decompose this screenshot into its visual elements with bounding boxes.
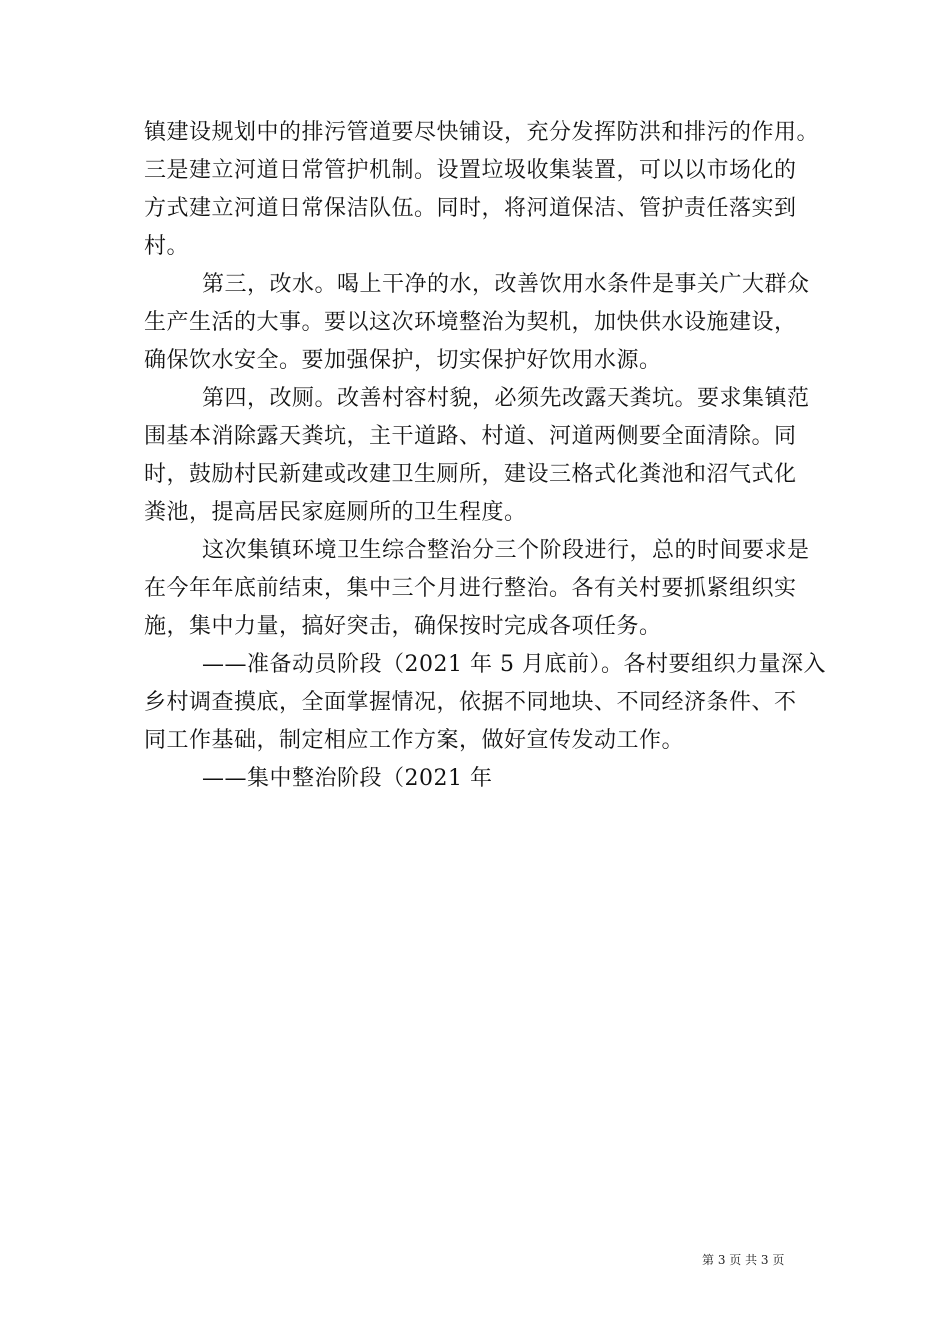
text-line: 在今年年底前结束，集中三个月进行整治。各有关村要抓紧组织实: [144, 576, 797, 601]
text-line: 方式建立河道日常保洁队伍。同时，将河道保洁、管护责任落实到: [144, 196, 797, 221]
text-line: 三是建立河道日常管护机制。设置垃圾收集装置，可以以市场化的: [144, 158, 797, 183]
text-line: 村。: [144, 234, 190, 259]
page-number-footer: 第 3 页 共 3 页: [702, 1253, 785, 1267]
paragraph-first-line: ——集中整治阶段（2021 年: [202, 766, 493, 791]
text-line: 乡村调查摸底，全面掌握情况，依据不同地块、不同经济条件、不: [144, 690, 797, 715]
paragraph-first-line: ——准备动员阶段（2021 年 5 月底前）。各村要组织力量深入: [202, 652, 826, 677]
text-line: 时，鼓励村民新建或改建卫生厕所，建设三格式化粪池和沼气式化: [144, 462, 797, 487]
text-line: 围基本消除露天粪坑，主干道路、村道、河道两侧要全面清除。同: [144, 424, 797, 449]
text-line: 生产生活的大事。要以这次环境整治为契机，加快供水设施建设，: [144, 310, 797, 335]
text-line: 确保饮水安全。要加强保护，切实保护好饮用水源。: [144, 348, 662, 373]
text-line: 同工作基础，制定相应工作方案，做好宣传发动工作。: [144, 728, 685, 753]
paragraph-first-line: 第三，改水。喝上干净的水，改善饮用水条件是事关广大群众: [202, 272, 810, 297]
text-line: 粪池，提高居民家庭厕所的卫生程度。: [144, 500, 527, 525]
text-line: 镇建设规划中的排污管道要尽快铺设，充分发挥防洪和排污的作用。: [144, 120, 820, 145]
document-body: [144, 114, 826, 798]
paragraph-first-line: 这次集镇环境卫生综合整治分三个阶段进行，总的时间要求是: [202, 538, 810, 563]
text-line: 施，集中力量，搞好突击，确保按时完成各项任务。: [144, 614, 662, 639]
paragraph-first-line: 第四，改厕。改善村容村貌，必须先改露天粪坑。要求集镇范: [202, 386, 810, 411]
